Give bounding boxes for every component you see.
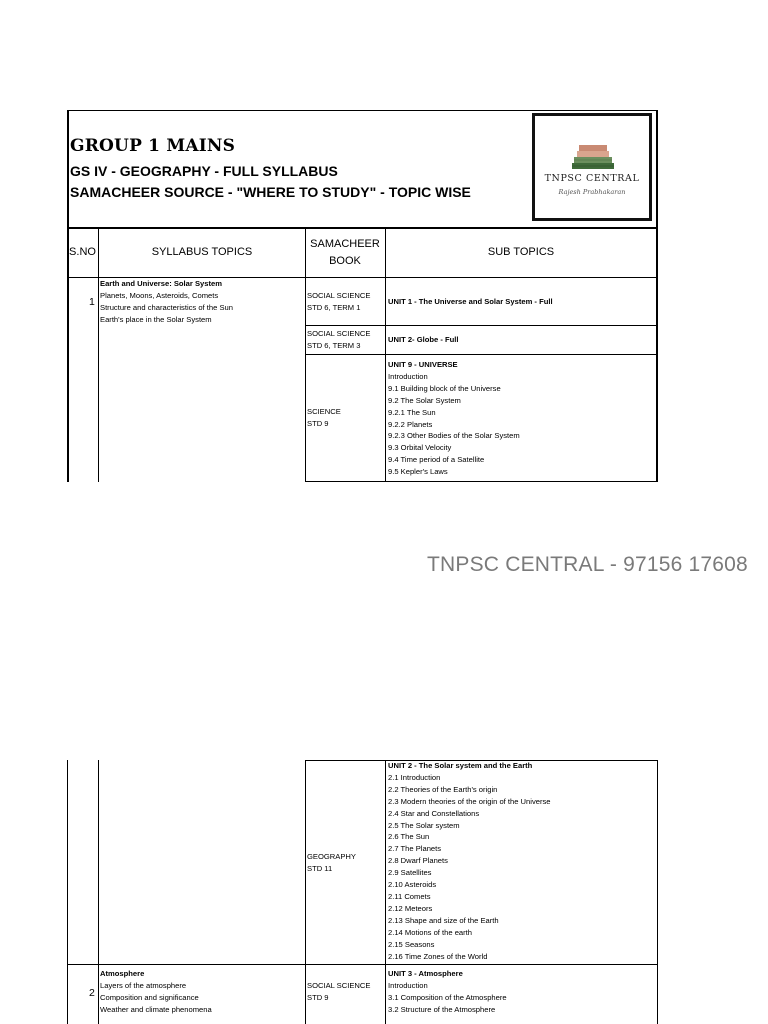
books-icon (571, 144, 615, 170)
row2-topic-line: Weather and climate phenomena (100, 1004, 212, 1014)
document-subtitle-source: SAMACHEER SOURCE - "WHERE TO STUDY" - TOPIC WISE (70, 184, 471, 200)
row1-topics (100, 278, 233, 326)
cont-right-border (657, 760, 658, 1024)
subtopic-line: 9.2.1 The Sun (388, 407, 436, 417)
row2-subtopics (388, 968, 507, 1016)
row1-book-1 (307, 290, 370, 314)
subtopic-line: 2.2 Theories of the Earth's origin (388, 784, 498, 794)
subtopic-line: 2.13 Shape and size of the Earth (388, 915, 499, 925)
subtopic-heading: UNIT 9 - UNIVERSE (388, 360, 458, 369)
book-line: SOCIAL SCIENCE (307, 291, 371, 300)
logo-brand-name: TNPSC CENTRAL (544, 173, 640, 184)
book-line: SCIENCE (307, 407, 341, 416)
subtopic-line: 3.2 Structure of the Atmosphere (388, 1004, 496, 1014)
row2-book (307, 980, 370, 1004)
subtopic-line: 9.5 Kepler's Laws (388, 467, 448, 477)
subtopic-line: 3.1 Composition of the Atmosphere (388, 992, 507, 1002)
book-line: STD 9 (307, 418, 329, 428)
row1-topic-heading: Earth and Universe: Solar System (100, 279, 222, 288)
row1-subtopic-1-heading: UNIT 1 - The Universe and Solar System - Full (388, 297, 553, 306)
row1-sno: 1 (89, 296, 95, 308)
cont-col-divider-topics (305, 760, 306, 1024)
row2-top-border (67, 964, 657, 965)
row2-topics (100, 968, 212, 1016)
book-line: SOCIAL SCIENCE (307, 329, 371, 338)
cont-col-divider-book (385, 760, 386, 1024)
row1-book-divider-1 (305, 325, 657, 326)
col-divider-topics (305, 227, 306, 482)
row1-subtopic-3 (388, 359, 520, 478)
row2-sno: 2 (89, 987, 95, 999)
cont-left-border (67, 760, 68, 1024)
subtopic-line: 9.1 Building block of the Universe (388, 383, 501, 393)
tnpsc-central-logo (532, 113, 652, 221)
col-header-syllabus-topics: SYLLABUS TOPICS (151, 246, 253, 258)
subtopic-line: 2.14 Motions of the earth (388, 927, 473, 937)
subtopic-line: Introduction (388, 371, 428, 381)
subtopic-line: 2.7 The Planets (388, 844, 442, 854)
row2-topic-line: Layers of the atmosphere (100, 980, 187, 990)
cont-subtopics (388, 760, 551, 962)
subtopic-line: 2.6 The Sun (388, 832, 430, 842)
document-subtitle-syllabus: GS IV - GEOGRAPHY - FULL SYLLABUS (70, 163, 338, 179)
row1-topic-line: Earth's place in the Solar System (100, 314, 212, 324)
subtopic-line: 9.2.2 Planets (388, 419, 433, 429)
subtopic-line: 2.12 Meteors (388, 903, 433, 913)
row2-topic-line: Composition and significance (100, 992, 199, 1002)
subtopic-line: 9.2 The Solar System (388, 395, 461, 405)
subtopic-heading: UNIT 3 - Atmosphere (388, 969, 463, 978)
watermark-contact: TNPSC CENTRAL - 97156 17608 (427, 553, 748, 576)
row1-book-2 (307, 328, 370, 352)
book-line: GEOGRAPHY (307, 852, 356, 861)
subtopic-line: 9.4 Time period of a Satellite (388, 455, 485, 465)
book-line: STD 6, TERM 1 (307, 302, 361, 312)
subtopic-line: 2.5 The Solar system (388, 820, 460, 830)
subtopic-line: Introduction (388, 980, 428, 990)
subtopic-line: 2.15 Seasons (388, 939, 435, 949)
row1-subtopic-2-heading: UNIT 2- Globe - Full (388, 335, 459, 344)
row1-book-divider-2 (305, 354, 657, 355)
subtopic-line: 2.1 Introduction (388, 772, 441, 782)
row1-book-bottom (305, 481, 657, 482)
row1-topic-line: Structure and characteristics of the Sun (100, 302, 233, 312)
book-line: STD 6, TERM 3 (307, 340, 361, 350)
subtopic-line: 2.11 Comets (388, 891, 431, 901)
subtopic-line: 9.3 Orbital Velocity (388, 443, 452, 453)
table-right-border (656, 110, 658, 482)
row1-topic-line: Planets, Moons, Asteroids, Comets (100, 290, 219, 300)
subtopic-line: 2.16 Time Zones of the World (388, 951, 488, 961)
cont-book (307, 851, 356, 875)
subtopic-heading: UNIT 2 - The Solar system and the Earth (388, 761, 533, 770)
table-left-border (67, 110, 69, 482)
col-header-sno: S.NO (69, 246, 96, 258)
subtopic-line: 2.10 Asteroids (388, 880, 437, 890)
subtopic-line: 2.9 Satellites (388, 868, 432, 878)
row1-book-3 (307, 406, 341, 430)
col-header-sub-topics: SUB TOPICS (487, 246, 555, 258)
book-line: STD 9 (307, 992, 329, 1002)
cont-col-divider-sno (98, 760, 99, 1024)
logo-signature: Rajesh Prabhakaran (558, 188, 626, 196)
subtopic-line: 2.8 Dwarf Planets (388, 856, 448, 866)
document-title: GROUP 1 MAINS (70, 136, 236, 156)
row2-topic-heading: Atmosphere (100, 969, 145, 978)
book-line: SOCIAL SCIENCE (307, 981, 371, 990)
book-line: STD 11 (307, 863, 333, 873)
subtopic-line: 9.2.3 Other Bodies of the Solar System (388, 431, 520, 441)
subtopic-line: 2.3 Modern theories of the origin of the Universe (388, 796, 551, 806)
col-header-samacheer-book: SAMACHEER BOOK (310, 237, 380, 267)
subtopic-line: 2.4 Star and Constellations (388, 808, 480, 818)
